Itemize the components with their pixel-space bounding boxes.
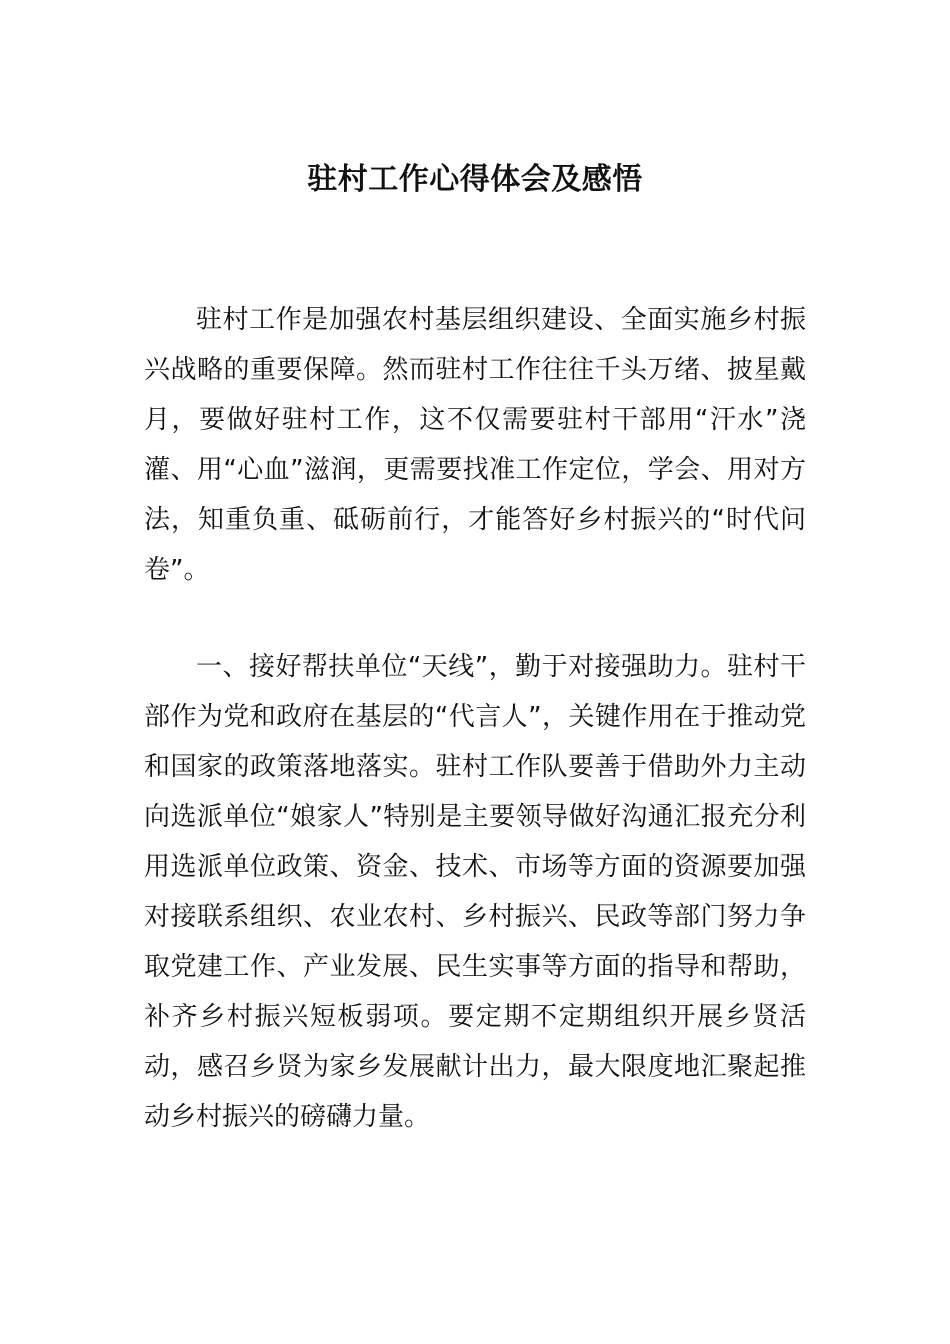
document-title: 驻村工作心得体会及感悟 xyxy=(307,162,643,197)
paragraph-section-one: 一、接好帮扶单位“天线”，勤于对接强助力。驻村干部作为党和政府在基层的“代言人”，关键作用在于推动党和国家的政策落地落实。驻村工作队要善于借助外力主动向选派单位“娘家人”特别是主要领导做好沟通汇报充分利用选派单位政策、资金、技术、市场等方面的资源要加强对接联系组织、农业农村、乡村振兴、民政等部门努力争取党建工作、产业发展、民生实事等方面的指导和帮助，补齐乡村振兴短板弱项。要定期不定期组织开展乡贤活动，感召乡贤为家乡发展献计出力，最大限度地汇聚起推动乡村振兴的磅礴力量。 xyxy=(144,652,806,1132)
paragraph-intro: 驻村工作是加强农村基层组织建设、全面实施乡村振兴战略的重要保障。然而驻村工作往往千头万绪、披星戴月，要做好驻村工作，这不仅需要驻村干部用“汗水”浇灌、用“心血”滋润，更需要找准工作定位，学会、用对方法，知重负重、砥砺前行，才能答好乡村振兴的“时代问卷”。 xyxy=(144,305,806,585)
